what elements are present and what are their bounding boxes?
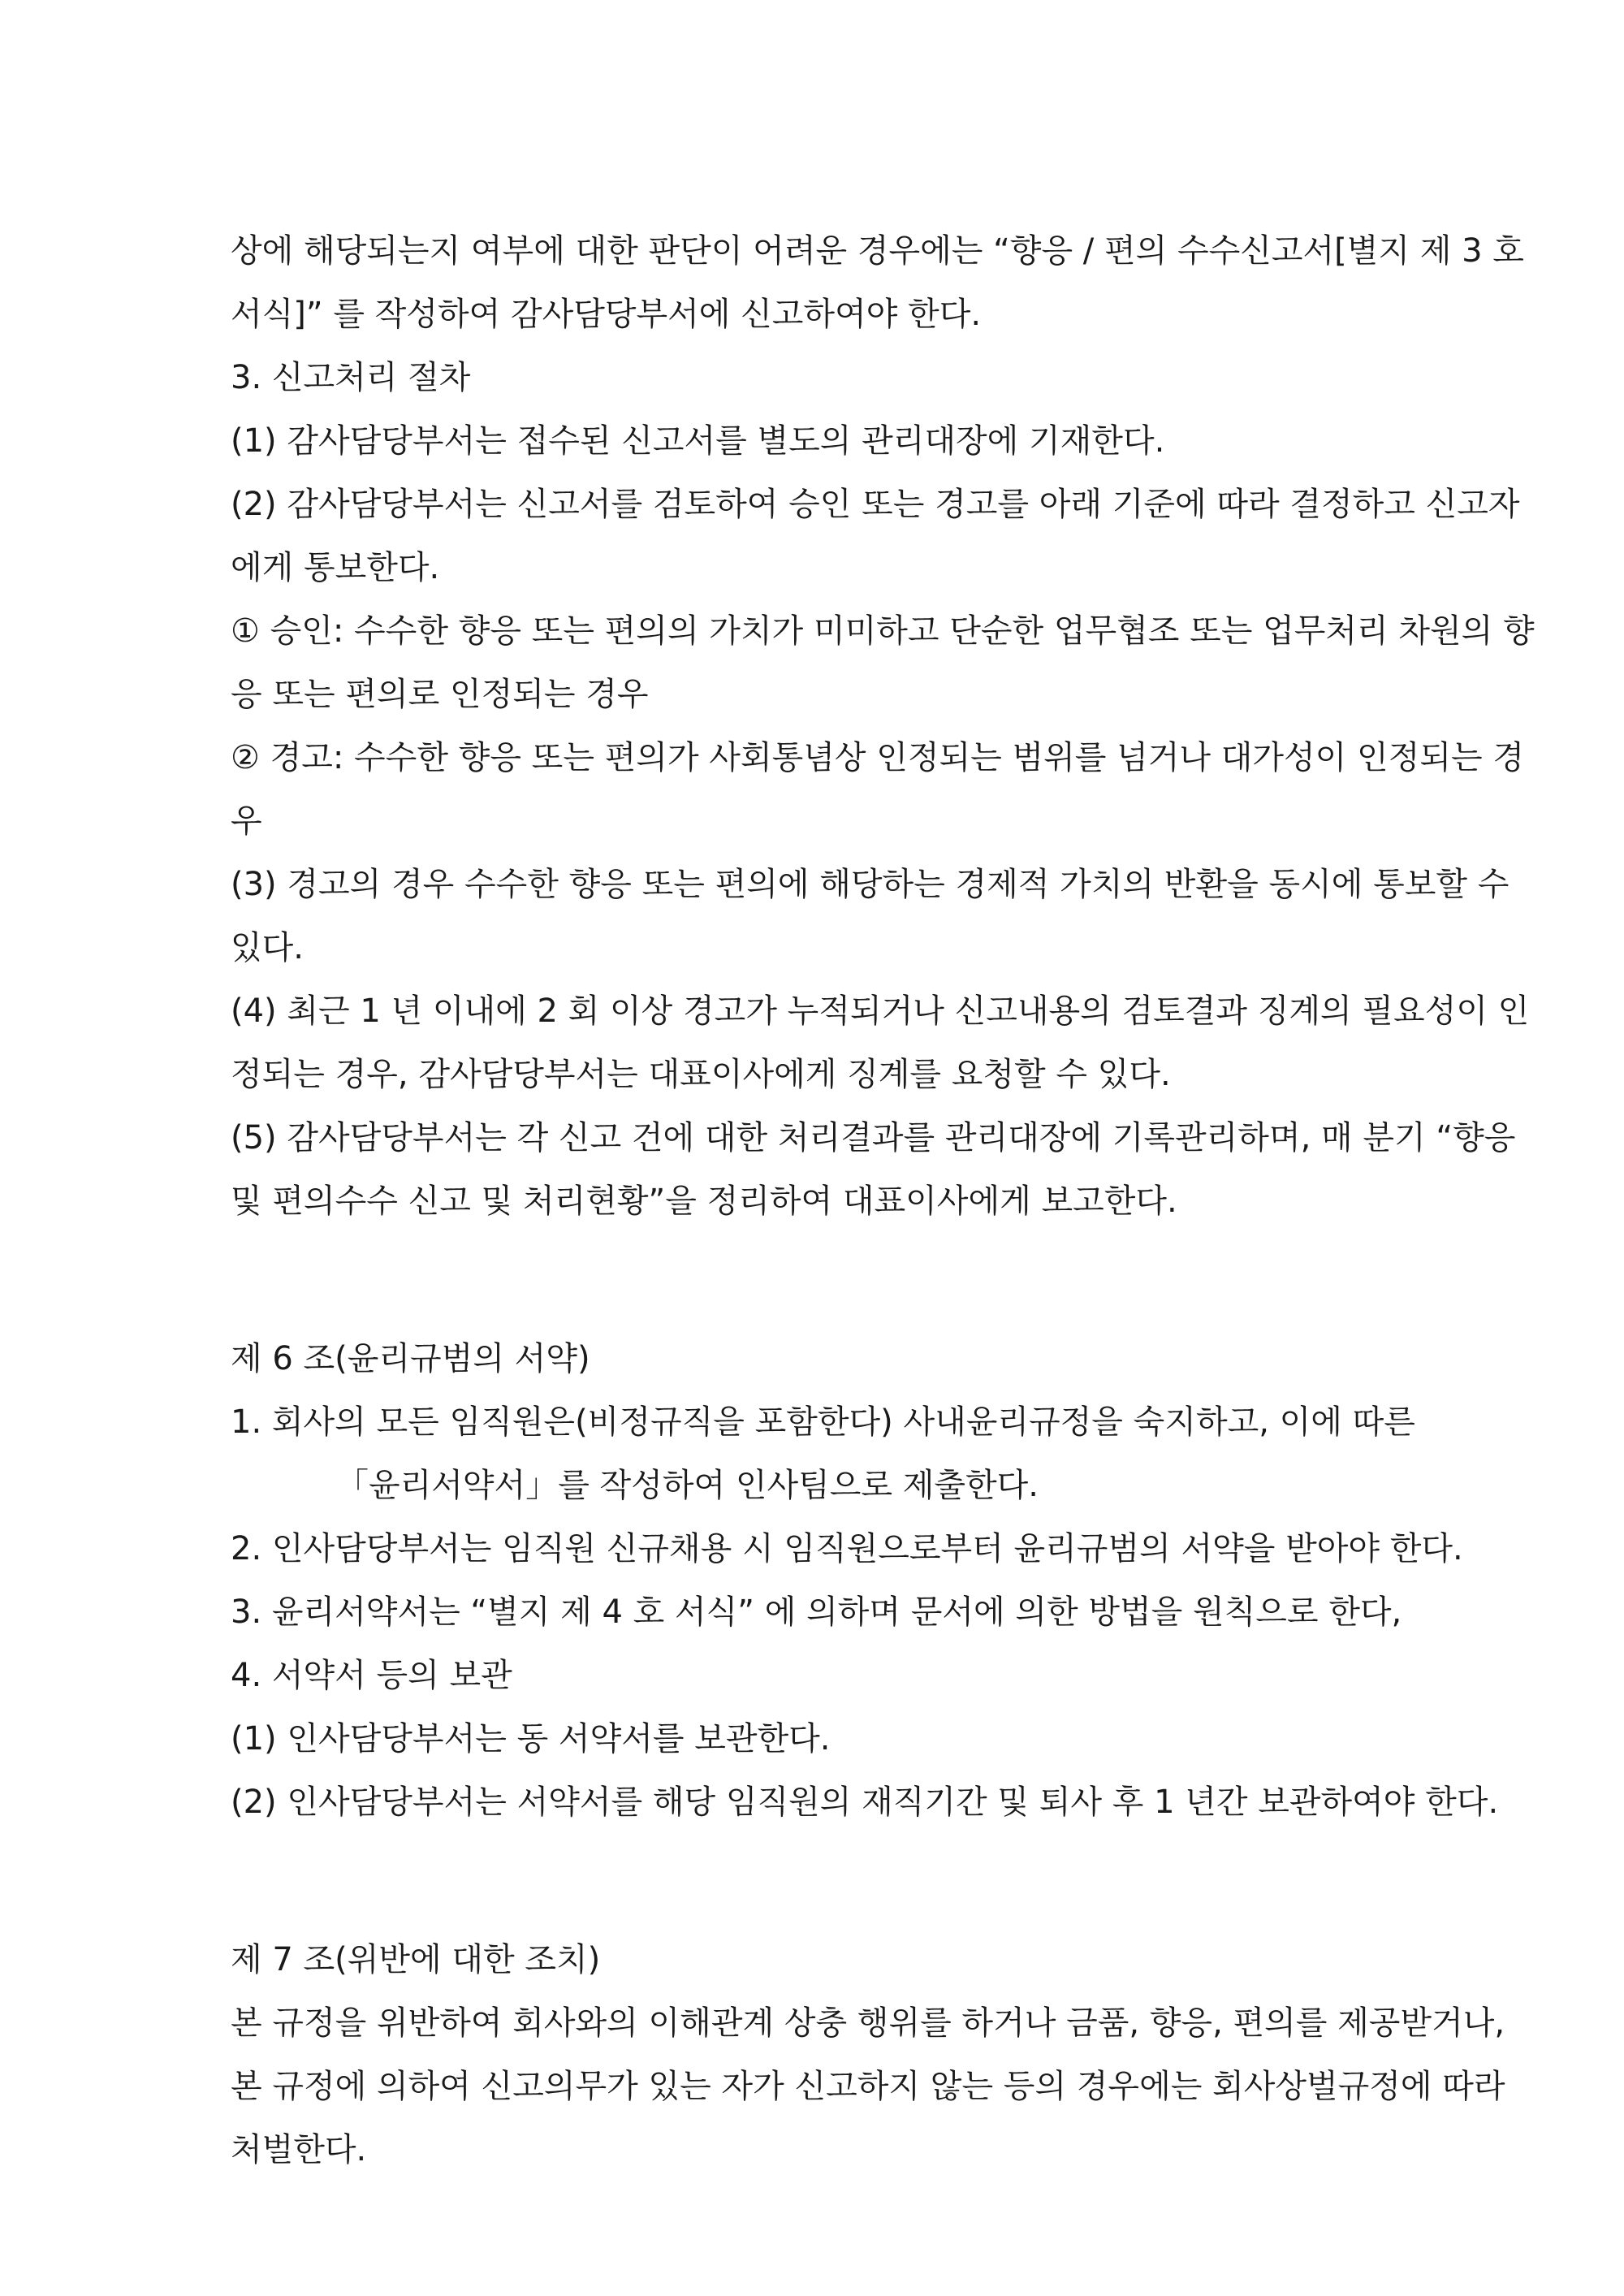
article6-section [231,1264,1562,1834]
article5-continuation [231,219,1562,1233]
text-line: 서식]” 를 작성하여 감사담당부서에 신고하여야 한다. [231,296,982,333]
section-heading: 3. 신고처리 절차 [231,359,471,396]
text-line: 있다. [231,929,304,966]
text-line: (2) 인사담당부서는 서약서를 해당 임직원의 재직기간 및 퇴사 후 1 년간 보관하여야 한다. [231,1784,1499,1821]
article7-section [231,1865,1562,2181]
text-line: 3. 윤리서약서는 “별지 제 4 호 서식” 에 의하며 문서에 의한 방법을 원칙으로 한다, [231,1593,1402,1631]
document-body [231,219,1562,2181]
text-line: 4. 서약서 등의 보관 [231,1657,512,1694]
text-line: 응 또는 편의로 인정되는 경우 [231,676,649,713]
article6-title: 제 6 조(윤리규범의 서약) [231,1340,590,1377]
text-line: (2) 감사담당부서는 신고서를 검토하여 승인 또는 경고를 아래 기준에 따라 결정하고 신고자 [231,486,1520,523]
text-line: 본 규정을 위반하여 회사와의 이해관계 상충 행위를 하거나 금품, 향응, 편의를 제공받거나, [231,2004,1505,2042]
text-line: 상에 해당되는지 여부에 대한 판단이 어려운 경우에는 “향응 / 편의 수수신고서[별지 제 3 호 [231,232,1524,270]
text-line: ① 승인: 수수한 향응 또는 편의의 가치가 미미하고 단순한 업무협조 또는 업무처리 차원의 향 [231,612,1535,650]
text-line: (3) 경고의 경우 수수한 향응 또는 편의에 해당하는 경제적 가치의 반환을 동시에 통보할 수 [231,866,1510,903]
text-line: (1) 감사담당부서는 접수된 신고서를 별도의 관리대장에 기재한다. [231,422,1165,460]
text-line: 처벌한다. [231,2131,367,2168]
text-line: 「윤리서약서」를 작성하여 인사팀으로 제출한다. [336,1467,1039,1504]
text-line: 1. 회사의 모든 임직원은(비정규직을 포함한다) 사내윤리규정을 숙지하고, 이에 따른 [231,1403,1415,1441]
text-line: 우 [231,802,262,840]
text-line: 및 편의수수 신고 및 처리현황”을 정리하여 대표이사에게 보고한다. [231,1183,1177,1220]
text-line: 에게 통보한다. [231,549,440,586]
text-line: (1) 인사담당부서는 동 서약서를 보관한다. [231,1720,831,1758]
text-line: ② 경고: 수수한 향응 또는 편의가 사회통념상 인정되는 범위를 넘거나 대가성이 인정되는 경 [231,739,1524,776]
spacer [231,1264,1562,1327]
spacer [231,1865,1562,1928]
text-line: (4) 최근 1 년 이내에 2 회 이상 경고가 누적되거나 신고내용의 검토결과 징계의 필요성이 인 [231,992,1530,1030]
article7-title: 제 7 조(위반에 대한 조치) [231,1941,601,1978]
text-line: (5) 감사담당부서는 각 신고 건에 대한 처리결과를 관리대장에 기록관리하며, 매 분기 “향응 [231,1119,1516,1157]
text-line: 정되는 경우, 감사담당부서는 대표이사에게 징계를 요청할 수 있다. [231,1056,1171,1093]
text-line: 2. 인사담당부서는 임직원 신규채용 시 임직원으로부터 윤리규범의 서약을 받아야 한다. [231,1530,1463,1567]
text-line: 본 규정에 의하여 신고의무가 있는 자가 신고하지 않는 등의 경우에는 회사상벌규정에 따라 [231,2068,1505,2105]
